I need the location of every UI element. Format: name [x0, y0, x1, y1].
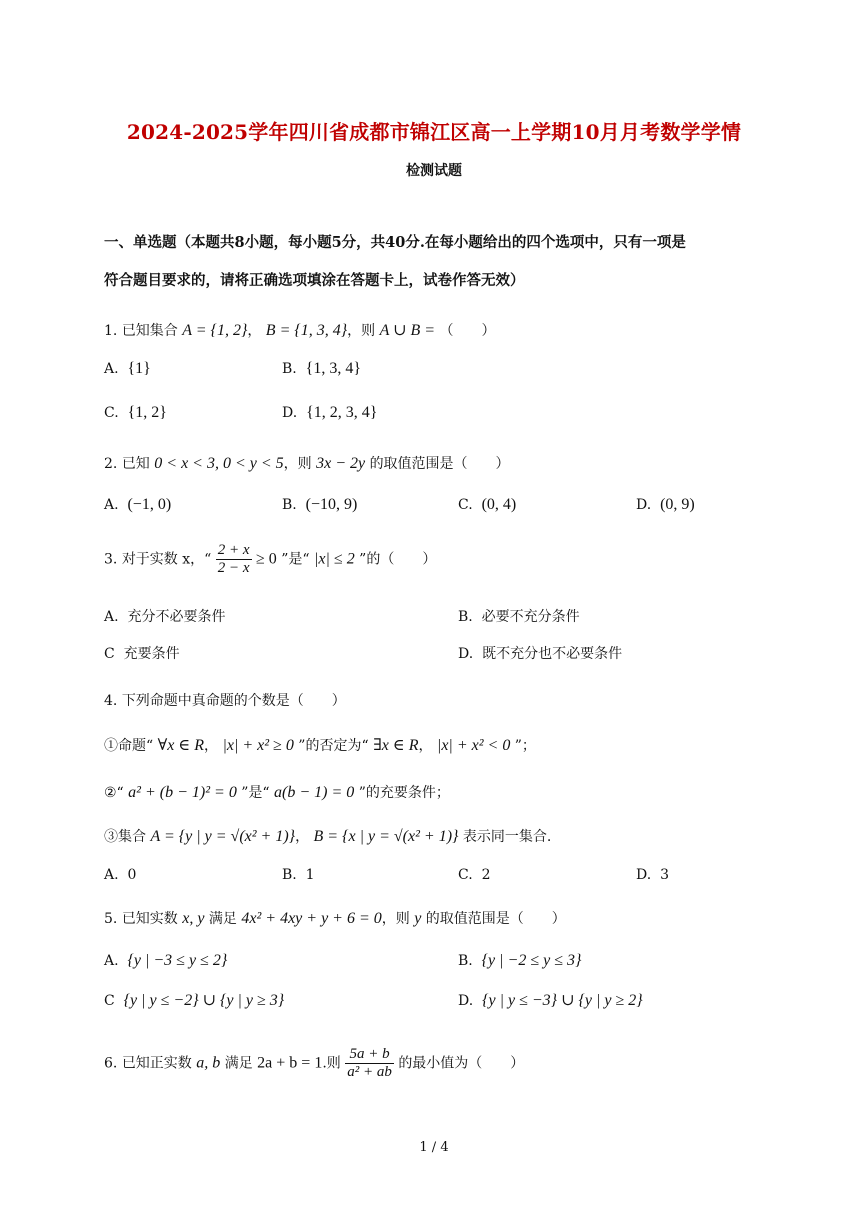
question-4-statement-2: ②“ a² + (b − 1)² = 0 ”是“ a(b − 1) = 0 ”的充要条件； — [104, 784, 450, 801]
question-2-option-d: D. (0, 9) — [636, 496, 695, 513]
question-3-option-a: A. 充分不必要条件 — [104, 609, 226, 625]
question-1-stem: 1. 已知集合 A = {1, 2}， B = {1, 3, 4}，则 A ∪ B = （ ） — [104, 322, 496, 339]
question-2-stem: 2. 已知 0 < x < 3, 0 < y < 5，则 3x − 2y 的取值范围是（ ） — [104, 455, 510, 472]
question-4-statement-3: ③集合 A = {y | y = √(x² + 1)}， B = {x | y = √(x² + 1)} 表示同一集合. — [104, 828, 552, 845]
question-1-option-c: C. {1, 2} — [104, 404, 167, 421]
question-1-option-d: D. {1, 2, 3, 4} — [282, 404, 378, 421]
question-4-stem: 4. 下列命题中真命题的个数是（ ） — [104, 693, 346, 709]
question-3-stem: 3. 对于实数 x，“ $\frac{2 + x}{2 - x}$ ≥ 0 ”是“ |x| ≤ 2 ”的（ ） — [104, 542, 437, 576]
question-6-stem: 6. 已知正实数 a, b 满足 2a + b = 1.则 $\frac{5a + b}{\text{a² + ab}}$ 的最小值为（ ） — [104, 1046, 525, 1080]
question-1-option-a: A. {1} — [104, 360, 151, 377]
question-4-statement-1: ①命题“ ∀x ∈ R， |x| + x² ≥ 0 ”的否定为“ ∃x ∈ R， |x| + x² < 0 ”； — [104, 737, 536, 754]
section-heading-line2: 符合题目要求的，请将正确选项填涂在答题卡上，试卷作答无效） — [104, 272, 525, 289]
question-6-fraction: $\frac{5a + b}{\text{a² + ab}}$ — [347, 1046, 392, 1080]
question-4-option-d: D. 3 — [636, 867, 670, 883]
question-4-option-c: C. 2 — [458, 867, 491, 883]
question-4-option-b: B. 1 — [282, 867, 315, 883]
question-5-stem: 5. 已知实数 x, y 满足 4x² + 4xy + y + 6 = 0，则 y 的取值范围是（ ） — [104, 910, 566, 927]
question-5-option-d: D. {y | y ≤ −3} ∪ {y | y ≥ 2} — [458, 992, 643, 1009]
question-3-option-c: C 充要条件 — [104, 646, 180, 662]
question-4-option-a: A. 0 — [104, 867, 137, 883]
question-1-option-b: B. {1, 3, 4} — [282, 360, 362, 377]
question-5-option-b: B. {y | −2 ≤ y ≤ 3} — [458, 952, 582, 969]
document-subtitle: 检测试题 — [406, 163, 462, 179]
question-2-option-c: C. (0, 4) — [458, 496, 517, 513]
question-2-option-b: B. (−10, 9) — [282, 496, 358, 513]
question-3-option-b: B. 必要不充分条件 — [458, 609, 580, 625]
document-title: 2024-2025学年四川省成都市锦江区高一上学期10月月考数学学情 — [126, 120, 742, 144]
question-5-option-c: C {y | y ≤ −2} ∪ {y | y ≥ 3} — [104, 992, 285, 1009]
question-3-fraction: $\frac{2 + x}{2 - x}$ — [217, 542, 250, 576]
question-3-option-d: D. 既不充分也不必要条件 — [458, 646, 623, 662]
question-2-option-a: A. (−1, 0) — [104, 496, 172, 513]
section-heading-line1: 一、单选题（本题共8小题，每小题5分，共40分.在每小题给出的四个选项中，只有一项是 — [104, 234, 686, 251]
question-5-option-a: A. {y | −3 ≤ y ≤ 2} — [104, 952, 228, 969]
page-number: 1 / 4 — [419, 1140, 449, 1155]
